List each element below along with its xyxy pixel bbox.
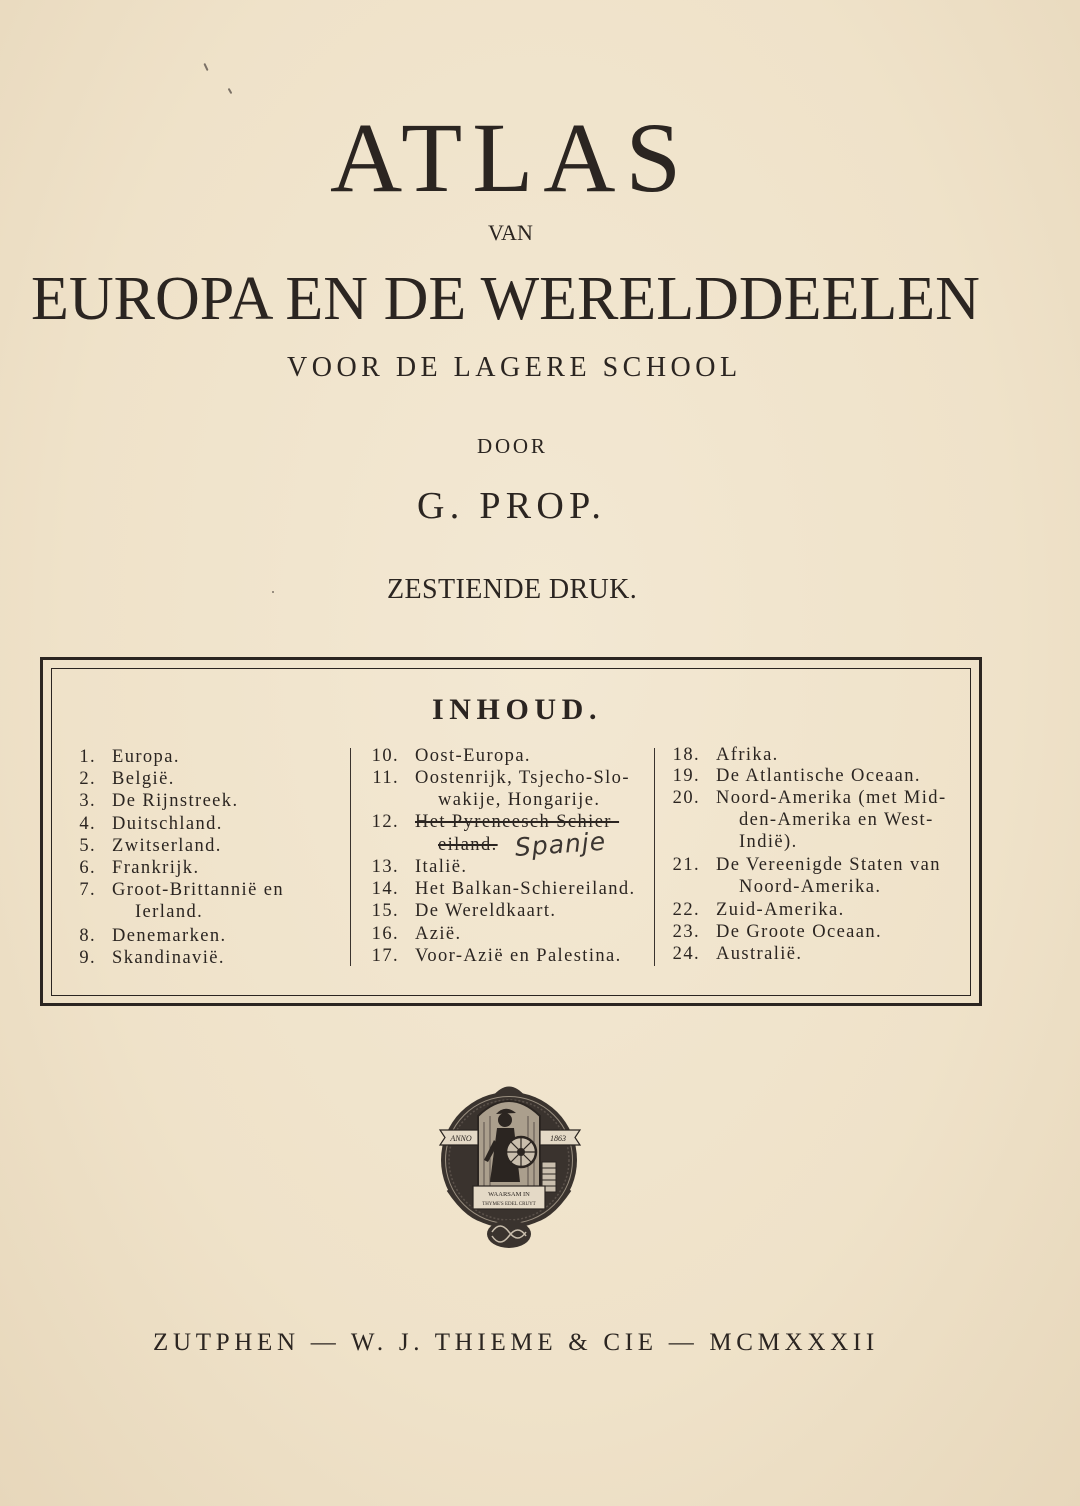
entry-number: 20. [672,788,700,808]
entry-title: Denemarken. [112,926,227,946]
printers-mark-seal-icon [428,1070,590,1252]
author-name: G. PROP. [417,485,607,527]
edition-label: ZESTIENDE DRUK. [387,574,638,605]
entry-title-continued: den-Amerika en West- [739,810,934,830]
entry-title: Azië. [415,924,462,944]
entry-number: 19. [672,766,700,786]
entry-title: Australië. [716,944,803,964]
entry-number: 14. [371,879,399,899]
entry-number: 8. [79,926,96,946]
entry-number: 3. [79,791,96,811]
entry-title: Zwitserland. [112,836,222,856]
column-divider [654,748,655,966]
seal-motto-band [473,1186,545,1209]
entry-number: 1. [79,747,96,767]
seal-motto-line-2: THYME'S EDEL CRUYT [482,1202,536,1207]
entry-title: De Rijnstreek. [112,791,239,811]
entry-title: Afrika. [716,745,779,765]
entry-number: 5. [79,836,96,856]
entry-title: Noord-Amerika (met Mid- [716,788,947,808]
entry-title: Oost-Europa. [415,746,531,766]
entry-number: 22. [672,900,700,920]
handwritten-correction: Spanje [513,826,607,862]
paper-speck [203,63,208,71]
entry-title: Het Balkan-Schiereiland. [415,879,636,899]
entry-title: Duitschland. [112,814,223,834]
title-door: DOOR [477,434,548,458]
paper-speck [228,88,233,94]
title-subject: EUROPA EN DE WERELDDEELEN [31,265,980,333]
entry-title-continued: Noord-Amerika. [739,877,882,897]
entry-number: 15. [371,901,399,921]
title-van: VAN [488,220,533,245]
entry-number: 13. [371,857,399,877]
entry-title: De Vereenigde Staten van [716,855,941,875]
entry-number: 23. [672,922,700,942]
entry-title: De Groote Oceaan. [716,922,883,942]
entry-title: Skandinavië. [112,948,225,968]
entry-number: 10. [371,746,399,766]
entry-number: 16. [371,924,399,944]
contents-heading: INHOUD. [432,693,603,726]
publisher-imprint: ZUTPHEN — W. J. THIEME & CIE — MCMXXXII [153,1329,879,1356]
entry-title: Oostenrijk, Tsjecho-Slo- [415,768,630,788]
paper-speck [272,591,274,593]
entry-title: Europa. [112,747,180,767]
title-atlas: ATLAS [330,102,692,213]
entry-number: 24. [672,944,700,964]
seal-right-banner-text: 1863 [550,1134,566,1143]
entry-title: Frankrijk. [112,858,200,878]
entry-number: 2. [79,769,96,789]
entry-number: 7. [79,880,96,900]
entry-title: Voor-Azië en Palestina. [415,946,622,966]
entry-title: Italië. [415,857,468,877]
entry-title-struck: Het Pyreneesch Schier- [415,812,620,832]
entry-title-continued: Ierland. [135,902,204,922]
entry-number: 12. [371,812,399,832]
entry-number: 4. [79,814,96,834]
entry-number: 6. [79,858,96,878]
entry-title: Groot-Brittannië en [112,880,284,900]
seal-left-banner [440,1130,478,1145]
seal-motto-line-1: WAARSAM IN [488,1191,530,1198]
entry-number: 17. [371,946,399,966]
entry-title: België. [112,769,175,789]
entry-number: 11. [372,768,399,788]
entry-number: 21. [672,855,700,875]
entry-title-continued: wakije, Hongarije. [438,790,601,810]
entry-title: De Atlantische Oceaan. [716,766,921,786]
seal-left-banner-text: ANNO [450,1134,472,1143]
entry-number: 9. [79,948,96,968]
entry-number: 18. [672,745,700,765]
title-audience: VOOR DE LAGERE SCHOOL [287,352,742,383]
entry-title-continued: Indië). [739,832,798,852]
seal-right-banner [540,1130,580,1145]
entry-title: Zuid-Amerika. [716,900,845,920]
entry-title-continued-struck: eiland. [438,835,498,855]
column-divider [350,748,351,966]
entry-title: De Wereldkaart. [415,901,557,921]
